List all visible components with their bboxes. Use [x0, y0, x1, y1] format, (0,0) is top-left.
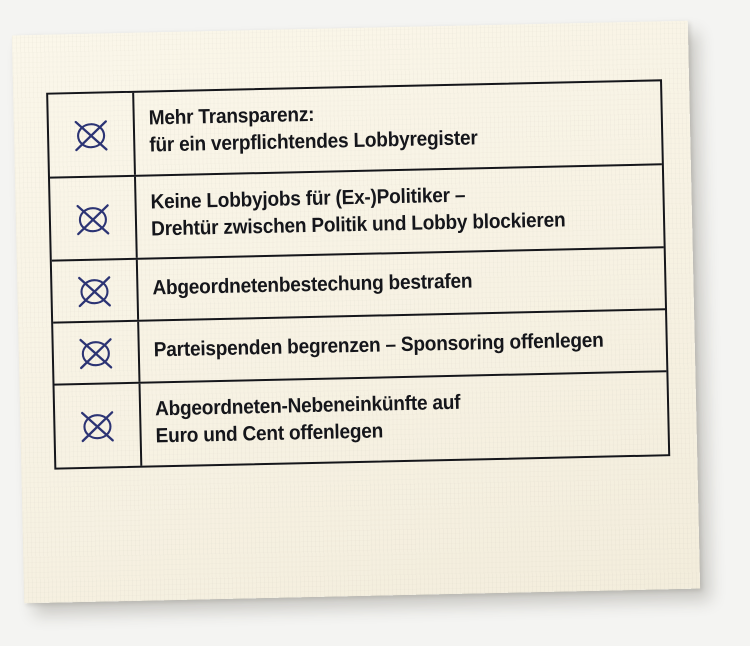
- ballot-table: [46, 79, 670, 469]
- ballot-text-line: Drehtür zwischen Politik und Lobby blockieren: [150, 207, 566, 240]
- circled-x-mark-icon: [70, 267, 119, 316]
- circled-x-mark-icon: [71, 329, 120, 378]
- checkbox-cell[interactable]: [48, 93, 136, 177]
- ballot-text-line: Keine Lobbyjobs für (Ex-)Politiker –: [150, 183, 466, 214]
- ballot-text-line: Abgeordnetenbestechung bestrafen: [152, 269, 473, 300]
- circled-x-mark-icon: [67, 110, 116, 159]
- ballot-text-line: Abgeordneten-Nebeneinkünfte auf: [154, 391, 461, 421]
- ballot-text-line: Mehr Transparenz:: [148, 102, 315, 130]
- ballot-row[interactable]: [55, 373, 669, 468]
- ballot-text-cell: [138, 249, 665, 320]
- checkbox-cell[interactable]: [50, 176, 138, 260]
- ballot-paper: [12, 21, 700, 604]
- circled-x-mark-icon: [73, 401, 122, 450]
- ballot-row[interactable]: [48, 81, 662, 178]
- checkbox-cell[interactable]: [52, 260, 139, 322]
- ballot-row[interactable]: [50, 165, 664, 262]
- ballot-text-cell: [136, 165, 664, 258]
- checkbox-cell[interactable]: [55, 384, 143, 468]
- ballot-text-line: Euro und Cent offenlegen: [155, 419, 384, 448]
- ballot-text-line: für ein verpflichtendes Lobbyregister: [149, 126, 478, 157]
- ballot-text-cell: [141, 373, 669, 466]
- checkbox-cell[interactable]: [53, 322, 140, 384]
- circled-x-mark-icon: [68, 194, 117, 243]
- ballot-text-line: Parteispenden begrenzen – Sponsoring offenlegen: [153, 328, 604, 362]
- ballot-text-cell: [134, 81, 662, 174]
- ballot-text-cell: [139, 311, 666, 382]
